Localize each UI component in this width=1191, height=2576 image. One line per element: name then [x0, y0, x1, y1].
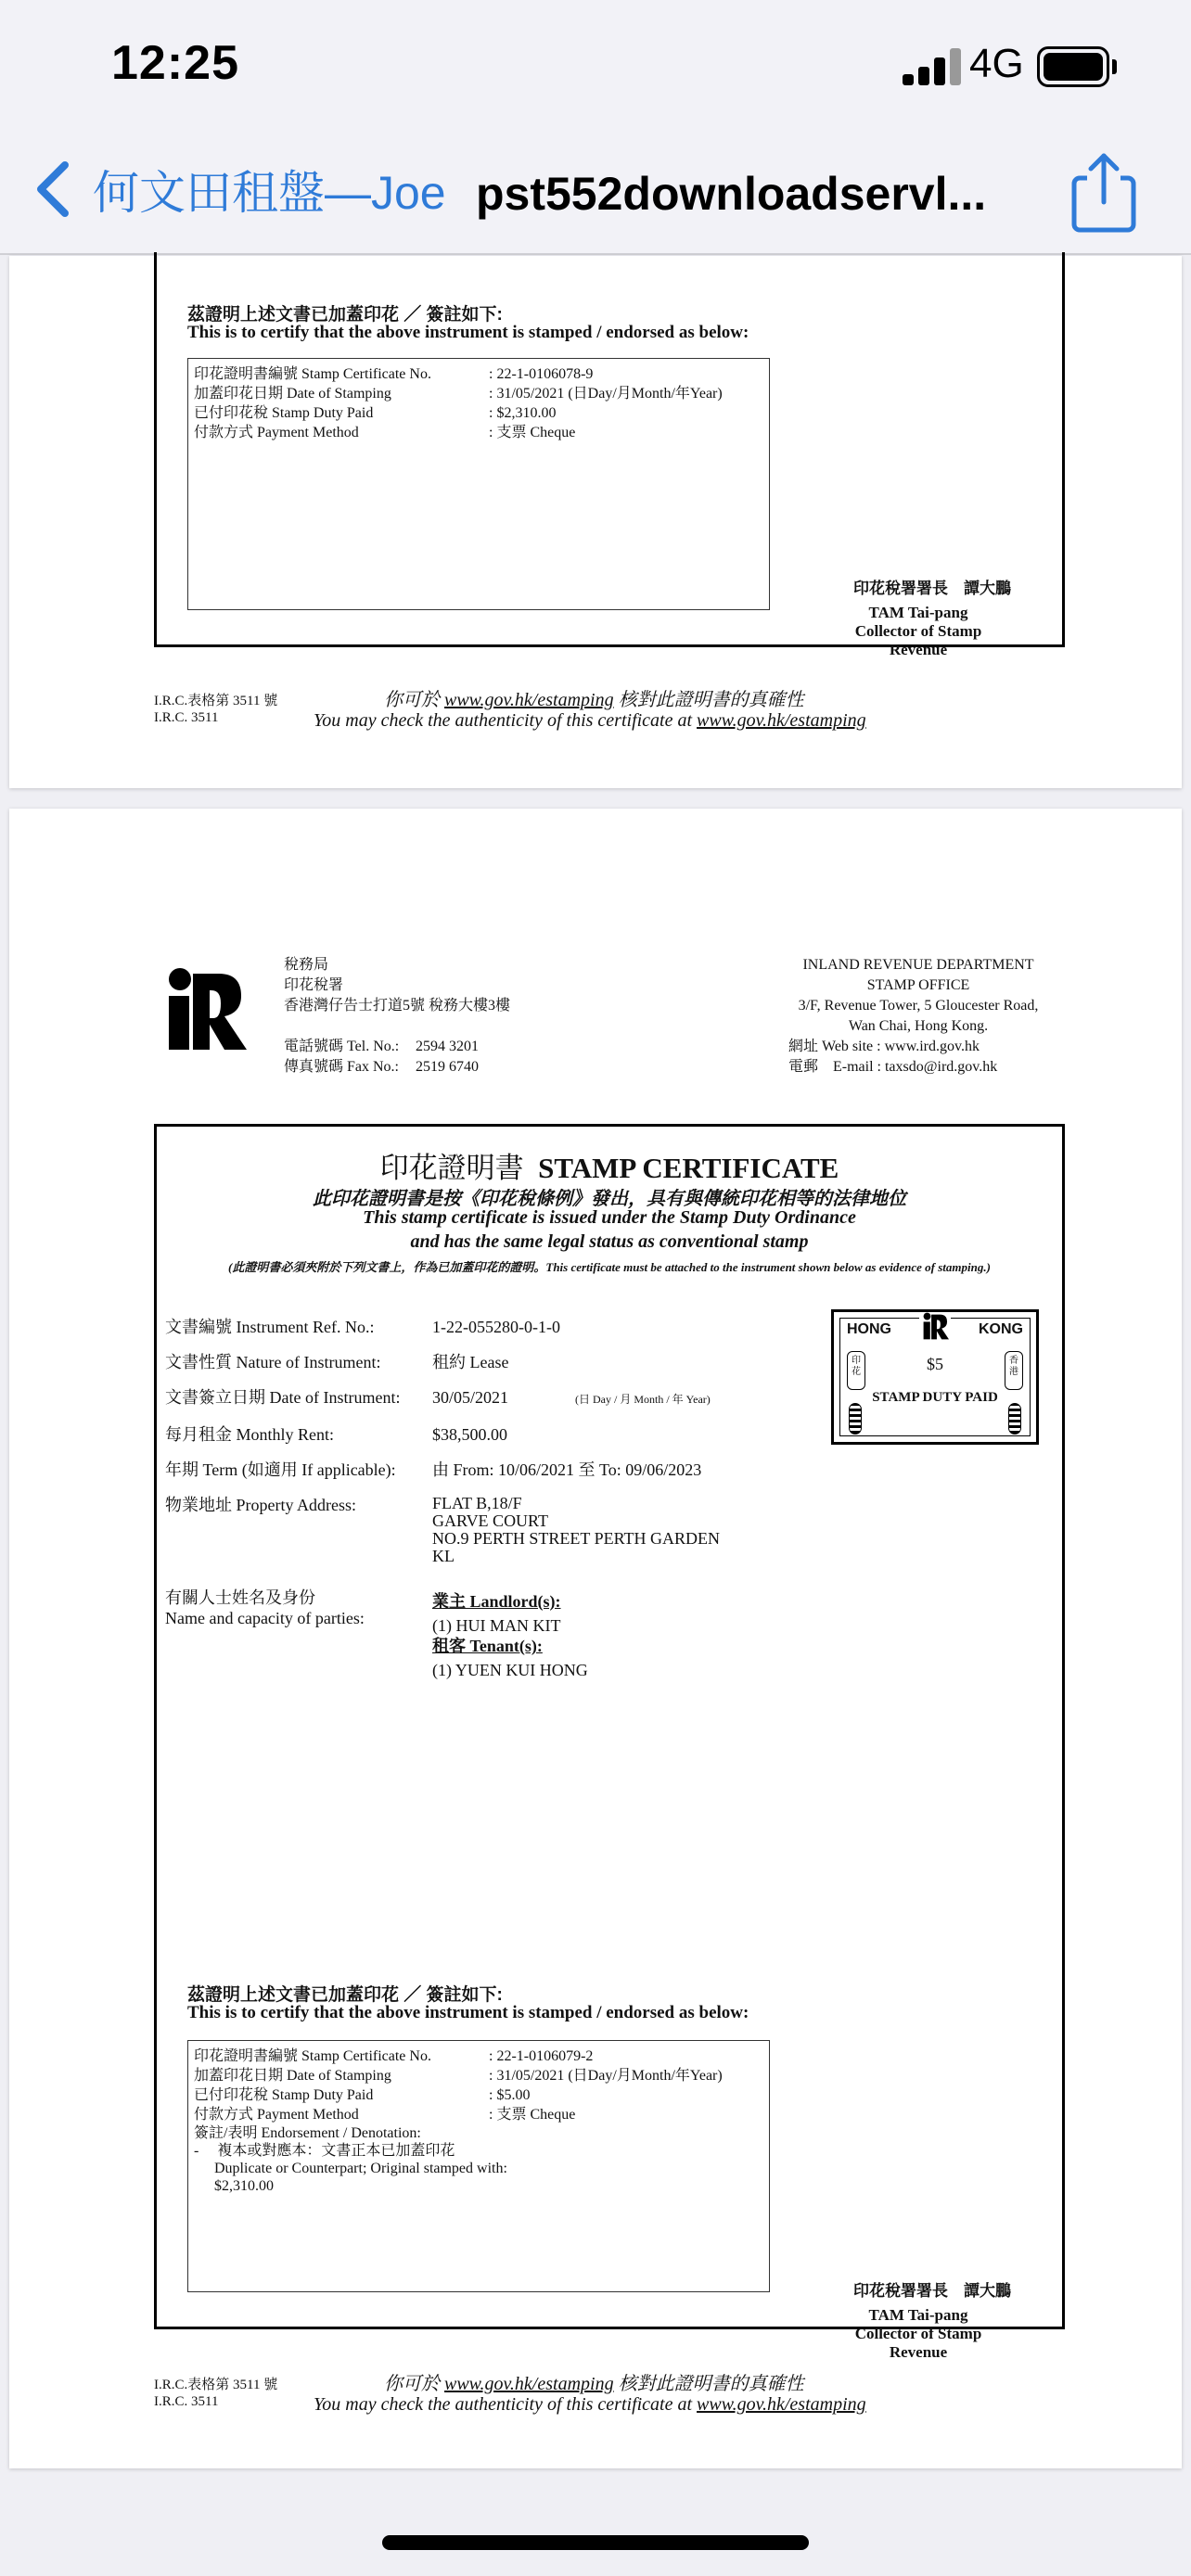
nav-bar [0, 130, 1191, 255]
verify-note-cn: 你可於 www.gov.hk/estamping 核對此證明書的真確性 [384, 2374, 804, 2394]
status-time: 12:25 [111, 36, 239, 90]
certify-text-en: This is to certify that the above instrument is stamped / endorsed as below: [187, 323, 749, 342]
stamp-details-box [187, 358, 770, 610]
stamp-value: $5 [927, 1355, 943, 1373]
form-number-en: I.R.C. 3511 [154, 710, 219, 725]
form-number-cn: I.R.C.表格第 3511 號 [154, 2378, 278, 2392]
stamp-duty-seal [831, 1309, 1039, 1445]
certificate-note: (此證明書必須夾附於下列文書上，作為已加蓋印花的證明。This certificate must be attached to the instrument shown below as evidence of stamping.) [228, 1260, 991, 1274]
stamp-row: 加蓋印花日期 Date of Stamping : 31/05/2021 (日Day/月Month/年Year) [194, 386, 723, 402]
battery-icon [1037, 46, 1109, 87]
stamp-details-box [187, 2040, 770, 2292]
pdf-page-1[interactable] [9, 256, 1182, 788]
collector-signature: 印花稅署署長 譚大鵬 TAM Tai-pang Collector of Stamp Revenue [853, 2282, 1011, 2361]
stamp-row: 加蓋印花日期 Date of Stamping : 31/05/2021 (日Day/月Month/年Year) [194, 2068, 723, 2084]
stamp-side-right: 香港 [1005, 1351, 1023, 1390]
field-ref: 文書編號 Instrument Ref. No.: 1-22-055280-0-1-0 [165, 1318, 560, 1336]
certificate-subtitle-en2: and has the same legal status as conventional stamp [410, 1231, 809, 1252]
ird-logo-icon [919, 1312, 951, 1340]
ird-logo-icon [160, 966, 249, 1052]
stamp-kong: KONG [979, 1321, 1023, 1337]
ird-address-en: INLAND REVENUE DEPARTMENT STAMP OFFICE 3/F, Revenue Tower, 5 Gloucester Road, Wan Chai, Hong Kong. [798, 957, 1039, 1034]
field-rent: 每月租金 Monthly Rent: $38,500.00 [165, 1425, 507, 1444]
field-nature: 文書性質 Nature of Instrument: 租約 Lease [165, 1353, 509, 1371]
stamp-row: 已付印花稅 Stamp Duty Paid : $5.00 [194, 2087, 531, 2103]
endorsement-label: 簽註/表明 Endorsement / Denotation: [194, 2125, 421, 2141]
verify-note-cn: 你可於 www.gov.hk/estamping 核對此證明書的真確性 [384, 690, 804, 710]
form-number-en: I.R.C. 3511 [154, 2394, 219, 2409]
stamp-paid-label: STAMP DUTY PAID [872, 1390, 998, 1405]
endorsement-amount: $2,310.00 [214, 2178, 274, 2194]
certify-text-en: This is to certify that the above instrument is stamped / endorsed as below: [187, 2003, 749, 2022]
network-label: 4G [969, 41, 1024, 86]
form-number-cn: I.R.C.表格第 3511 號 [154, 694, 278, 708]
stamp-ornament [849, 1403, 862, 1435]
certificate-title: 印花證明書 STAMP CERTIFICATE [379, 1152, 839, 1184]
document-title: pst552downloadservl... [476, 168, 987, 220]
back-button[interactable] [28, 152, 446, 226]
chevron-left-icon [28, 152, 83, 226]
verify-link[interactable]: www.gov.hk/estamping [444, 690, 614, 710]
stamp-hong: HONG [847, 1321, 891, 1337]
verify-link[interactable]: www.gov.hk/estamping [697, 710, 866, 731]
certify-text-cn: 茲證明上述文書已加蓋印花 ／ 簽註如下: [187, 1985, 503, 2005]
ird-web-email: 網址 Web site : www.ird.gov.hk 電郵 E-mail : taxsdo@ird.gov.hk [788, 1039, 998, 1075]
endorsement-line: Duplicate or Counterpart; Original stamped with: [214, 2161, 507, 2176]
verify-link[interactable]: www.gov.hk/estamping [697, 2394, 866, 2415]
stamp-row: 印花證明書編號 Stamp Certificate No. : 22-1-0106078-9 [194, 366, 594, 382]
certificate-subtitle-cn: 此印花證明書是按《印花稅條例》發出，具有與傳統印花相等的法律地位 [313, 1189, 906, 1209]
back-label: 何文田租盤—Joe [93, 167, 446, 219]
certify-text-cn: 茲證明上述文書已加蓋印花 ／ 簽註如下: [187, 305, 503, 325]
certificate-subtitle-en1: This stamp certificate is issued under the Stamp Duty Ordinance [363, 1207, 856, 1228]
field-parties: 有關人士姓名及身份 Name and capacity of parties: 業主 Landlord(s): (1) HUI MAN KIT 租客 Tenant(s): (1) YUEN KUI HONG [165, 1588, 588, 1679]
stamp-row: 付款方式 Payment Method : 支票 Cheque [194, 2107, 576, 2123]
stamp-ornament [1008, 1403, 1021, 1435]
field-address: 物業地址 Property Address: FLAT B,18/F GARVE COURT NO.9 PERTH STREET PERTH GARDEN KL [165, 1494, 721, 1565]
pdf-page-2[interactable] [9, 809, 1182, 2468]
field-date: 文書簽立日期 Date of Instrument: 30/05/2021 (日 Day / 月 Month / 年 Year) [165, 1388, 711, 1407]
stamp-row: 印花證明書編號 Stamp Certificate No. : 22-1-0106079-2 [194, 2048, 594, 2064]
collector-signature: 印花稅署署長 譚大鵬 TAM Tai-pang Collector of Stamp Revenue [853, 580, 1011, 658]
battery-tip [1112, 59, 1117, 74]
field-term: 年期 Term (如適用 If applicable): 由 From: 10/06/2021 至 To: 09/06/2023 [165, 1460, 702, 1479]
verify-link[interactable]: www.gov.hk/estamping [444, 2374, 614, 2394]
instrument-fields [165, 1317, 805, 1695]
verify-note-en: You may check the authenticity of this certificate at www.gov.hk/estamping [314, 710, 866, 731]
ird-address-cn: 稅務局 印花稅署 香港灣仔告士打道5號 稅務大樓3樓 [284, 957, 511, 1014]
endorsement-line: - 複本或對應本：文書正本已加蓋印花 [194, 2143, 455, 2159]
stamp-side-left: 印花 [847, 1351, 865, 1390]
verify-note-en: You may check the authenticity of this certificate at www.gov.hk/estamping [314, 2394, 866, 2415]
share-icon[interactable] [1069, 150, 1139, 234]
stamp-row: 已付印花稅 Stamp Duty Paid : $2,310.00 [194, 405, 557, 421]
signal-icon [903, 48, 962, 85]
stamp-row: 付款方式 Payment Method : 支票 Cheque [194, 425, 576, 440]
ird-phone-fax: 電話號碼 Tel. No.: 2594 3201 傳真號碼 Fax No.: 2519 6740 [284, 1039, 479, 1075]
status-bar [0, 0, 1191, 130]
home-indicator[interactable] [382, 2535, 809, 2550]
